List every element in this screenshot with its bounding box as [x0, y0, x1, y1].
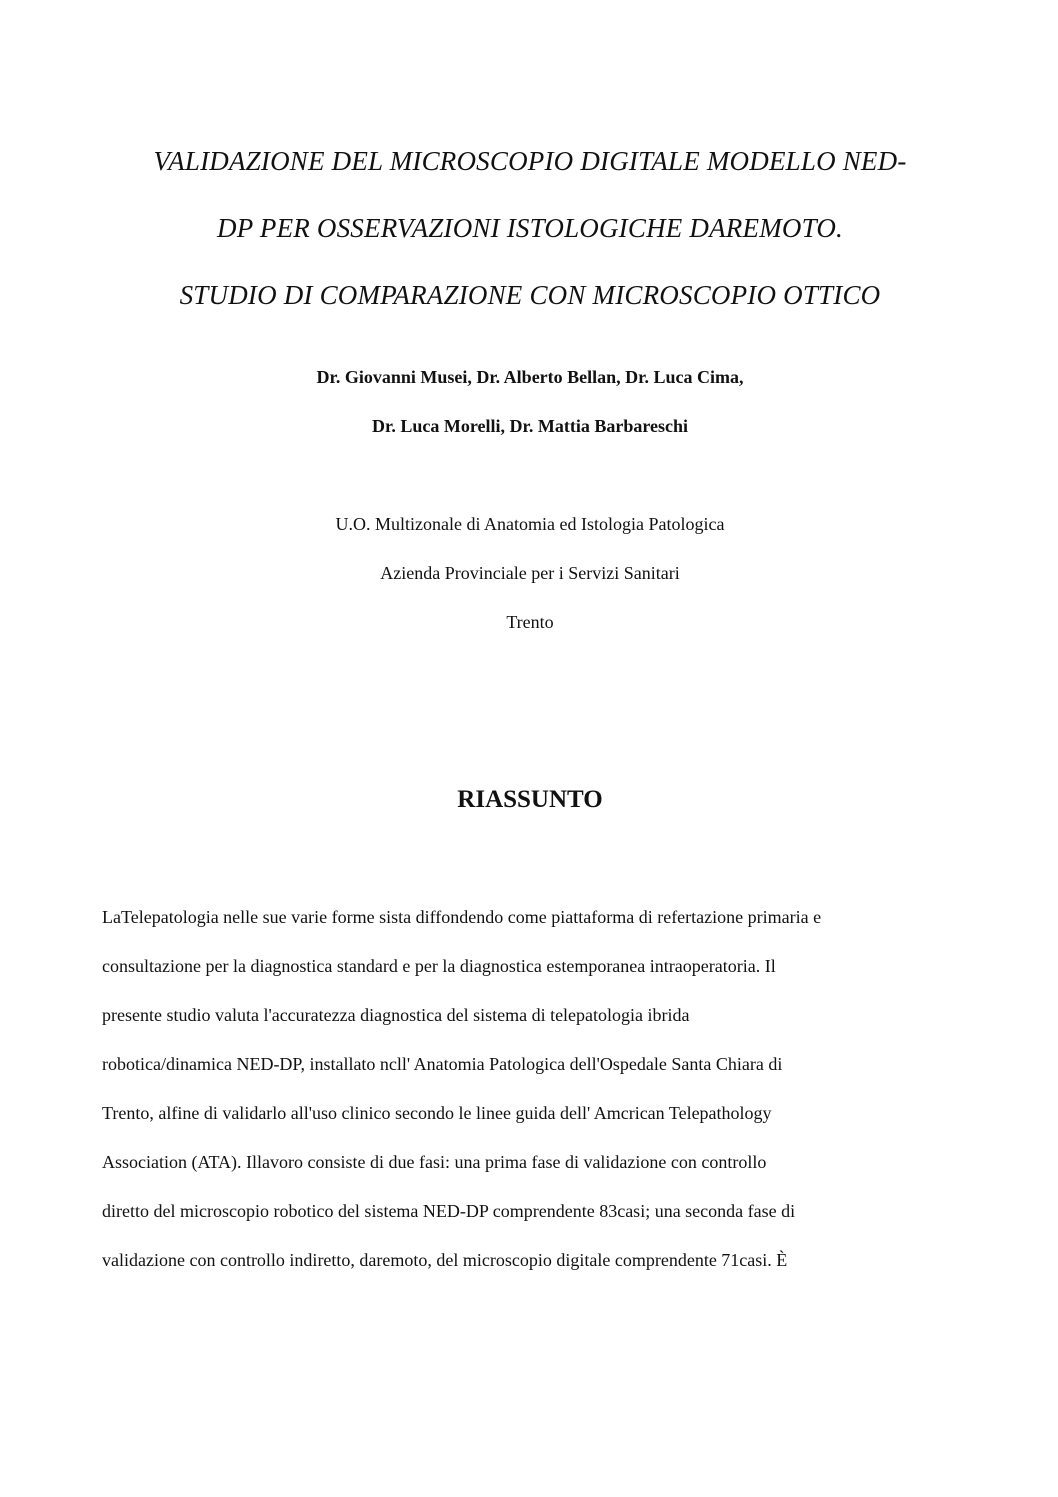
abstract-line: Trento, alfine di validarlo all'uso clinico secondo le linee guida dell' Amcrican Telepathology — [102, 1103, 772, 1123]
abstract-line: presente studio valuta l'accuratezza diagnostica del sistema di telepatologia ibrida — [102, 1005, 690, 1025]
author-line-2: Dr. Luca Morelli, Dr. Mattia Barbareschi — [372, 416, 688, 436]
abstract-line: diretto del microscopio robotico del sistema NED-DP comprendente 83casi; una seconda fase di — [102, 1201, 796, 1221]
document-title — [80, 128, 980, 329]
abstract-line: consultazione per la diagnostica standard e per la diagnostica estemporanea intraoperatoria. Il — [102, 956, 776, 976]
abstract-line: LaTelepatologia nelle sue varie forme sista diffondendo come piattaforma di refertazione primaria e — [102, 907, 822, 927]
title-line-2: DP PER OSSERVAZIONI ISTOLOGICHE DAREMOTO. — [217, 213, 843, 243]
abstract-line: robotica/dinamica NED-DP, installato ncll' Anatomia Patologica dell'Ospedale Santa Chiara di — [102, 1054, 783, 1074]
abstract-line: Association (ATA). Illavoro consiste di due fasi: una prima fase di validazione con controllo — [102, 1152, 767, 1172]
affiliation-city: Trento — [506, 612, 554, 632]
affiliation-organization: Azienda Provinciale per i Servizi Sanitari — [380, 563, 680, 583]
affiliation-department: U.O. Multizonale di Anatomia ed Istologia Patologica — [335, 514, 725, 534]
abstract-line: validazione con controllo indiretto, daremoto, del microscopio digitale comprendente 71casi. È — [102, 1250, 788, 1270]
title-line-1: VALIDAZIONE DEL MICROSCOPIO DIGITALE MODELLO NED- — [153, 146, 907, 176]
author-line-1: Dr. Giovanni Musei, Dr. Alberto Bellan, Dr. Luca Cima, — [316, 367, 744, 387]
section-heading: RIASSUNTO — [457, 786, 603, 813]
author-list — [80, 353, 980, 451]
title-line-3: STUDIO DI COMPARAZIONE CON MICROSCOPIO OTTICO — [179, 280, 881, 310]
abstract-paragraph — [102, 893, 962, 1285]
affiliation-block — [80, 500, 980, 647]
